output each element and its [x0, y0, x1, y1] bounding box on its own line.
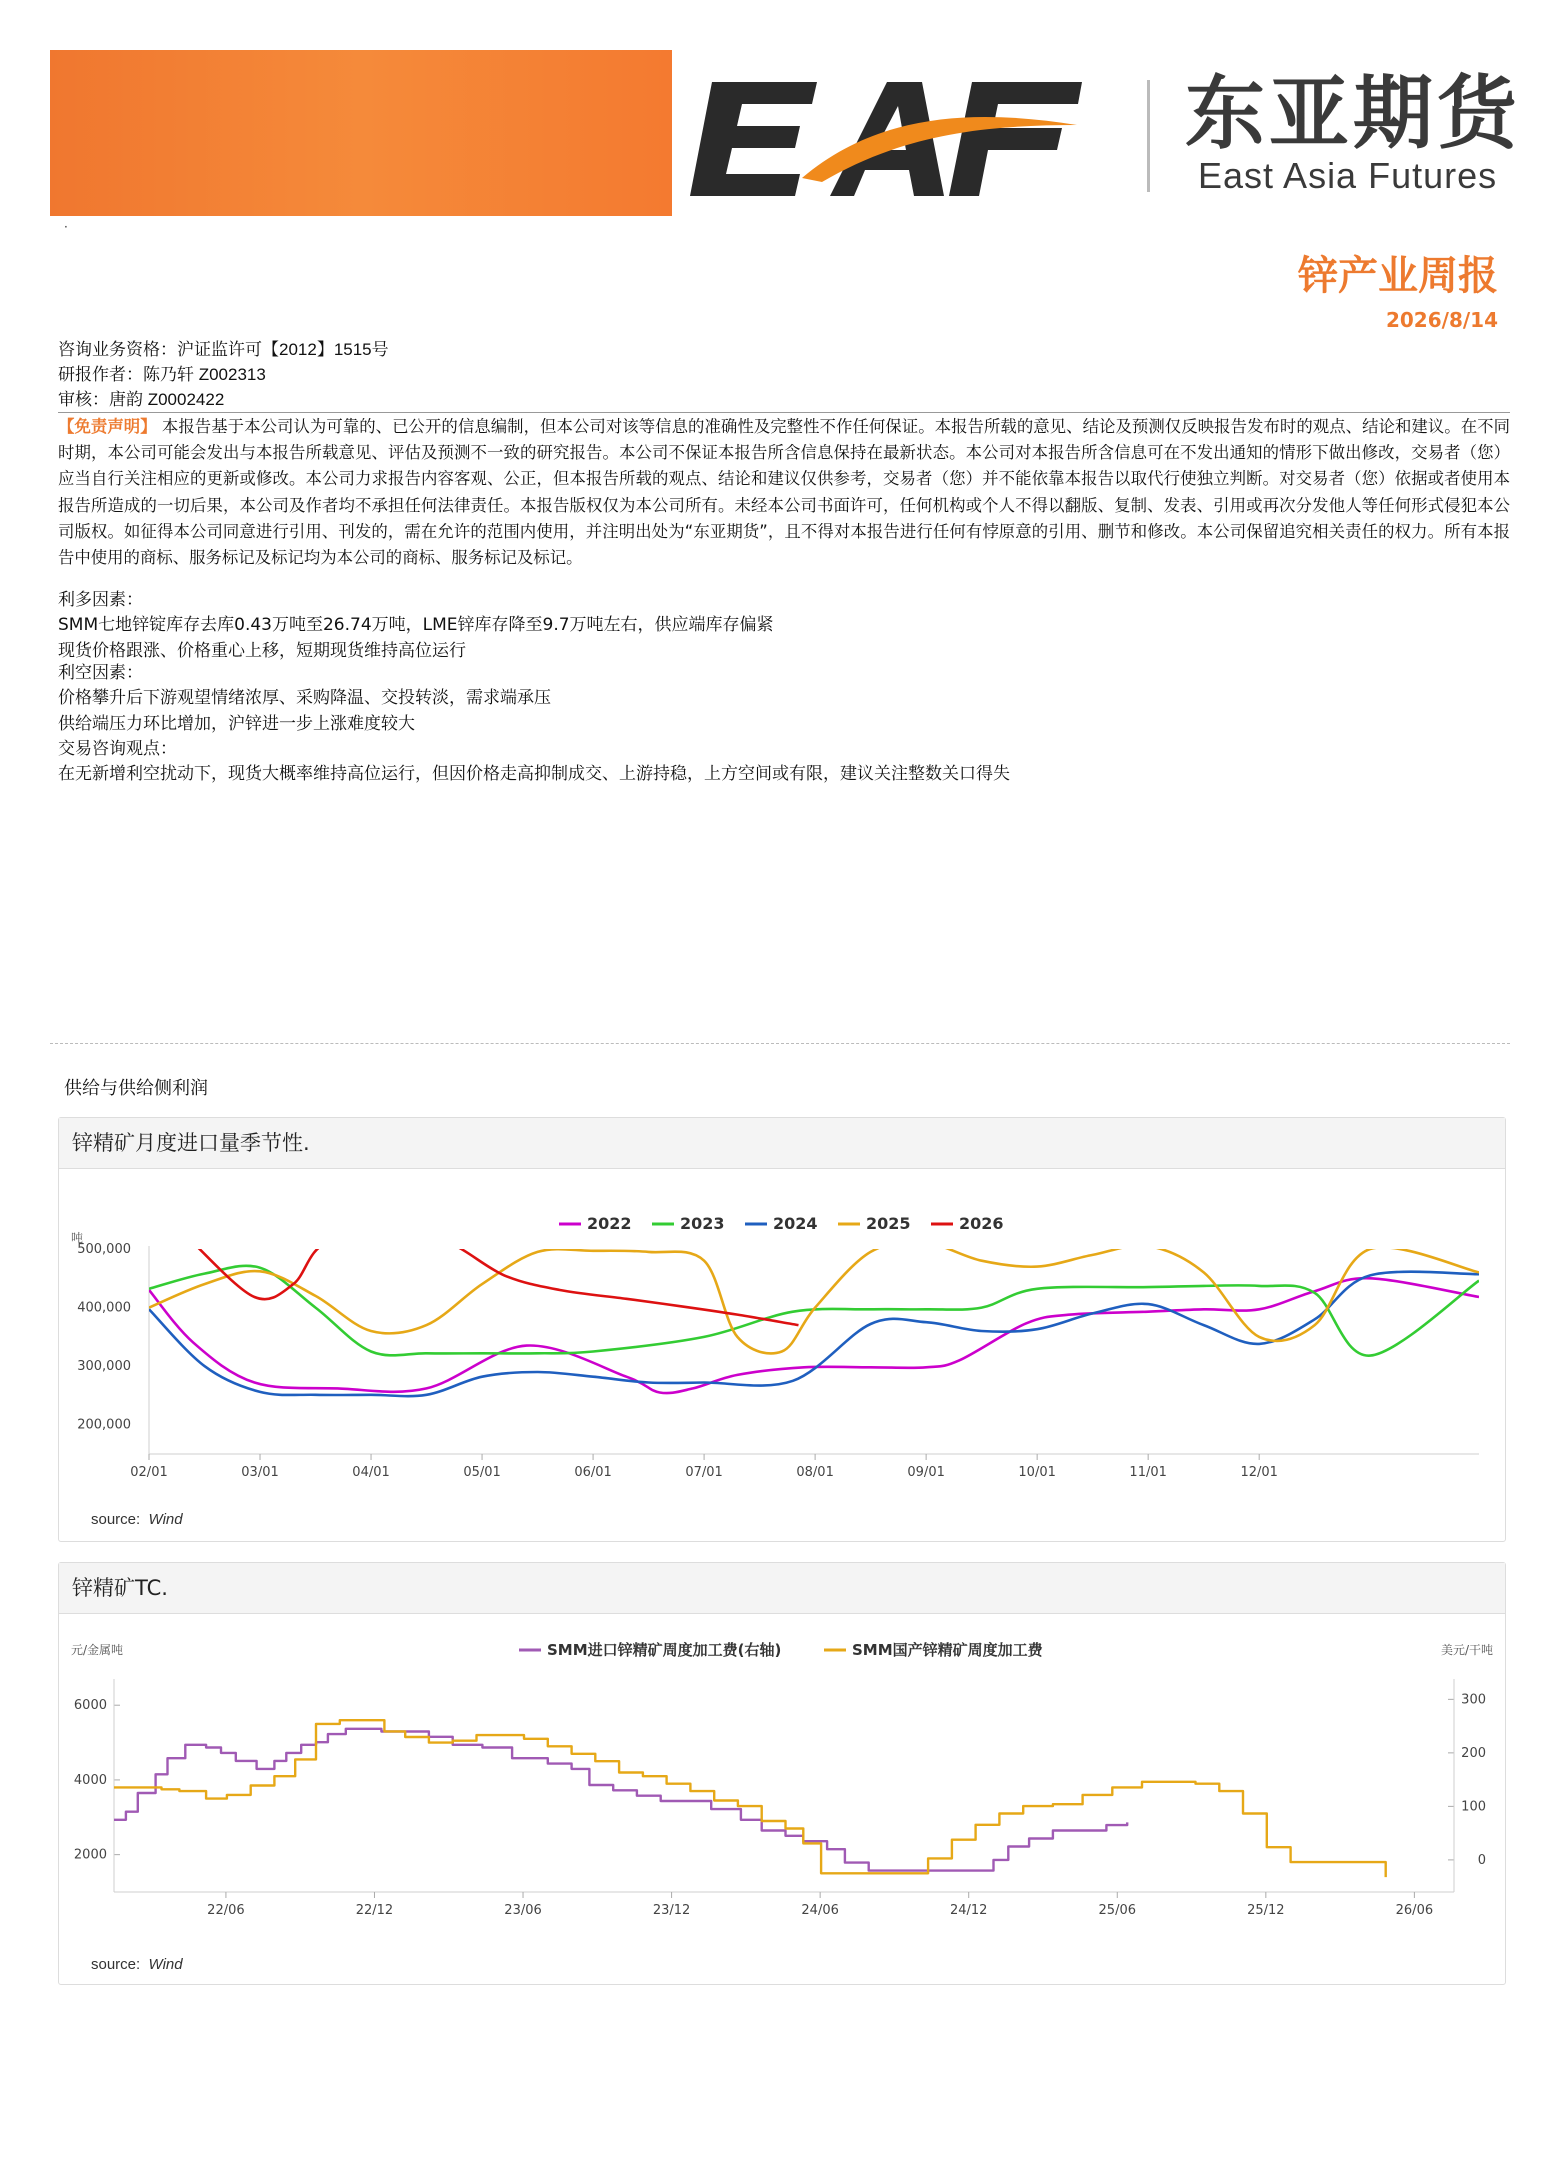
y2-axis-label: 美元/干吨 [1440, 1643, 1493, 1657]
y-tick-label: 500,000 [77, 1242, 131, 1257]
x-tick-label: 09/01 [907, 1465, 945, 1480]
author-line: 研报作者：陈乃轩 Z002313 [58, 365, 266, 384]
view-item-1: 在无新增利空扰动下，现货大概率维持高位运行，但因价格走高抑制成交、上游持稳，上方空间或有限，建议关注整数关口得失 [58, 764, 1010, 784]
x-tick-label: 06/01 [574, 1465, 612, 1480]
source-value: Wind [148, 1511, 183, 1528]
eaf-logo-icon [682, 70, 1102, 200]
brand-name-cn: 东亚期货 [1185, 67, 1521, 160]
y-tick-label: 2000 [73, 1847, 107, 1863]
x-tick-label: 24/12 [949, 1903, 988, 1918]
chart-panel-tc [58, 1562, 1506, 1985]
legend-label: 2026 [959, 1214, 1004, 1233]
series-group [114, 1720, 1386, 1877]
series-group [149, 1240, 1479, 1396]
legend-label: SMM进口锌精矿周度加工费(右轴) [547, 1641, 782, 1659]
legend-label: 2025 [866, 1214, 911, 1233]
chart-tc [59, 1614, 1505, 1936]
report-title: 锌产业周报 [1298, 253, 1498, 299]
source-label: source: [91, 1511, 141, 1528]
chart-panel-import [58, 1117, 1506, 1542]
bear-title: 利空因素： [58, 663, 143, 683]
legend-label: SMM国产锌精矿周度加工费 [852, 1641, 1043, 1659]
x-tick-label: 12/01 [1240, 1465, 1278, 1480]
disclaimer-block [58, 414, 1510, 571]
section-divider [50, 1043, 1510, 1044]
x-tick-label: 04/01 [352, 1465, 390, 1480]
view-title: 交易咨询观点： [58, 739, 177, 759]
y-tick-label: 400,000 [77, 1300, 131, 1316]
bear-item-1: 价格攀升后下游观望情绪浓厚、采购降温、交投转淡，需求端承压 [58, 688, 551, 708]
x-tick-label: 05/01 [463, 1465, 501, 1480]
y-tick-label: 200,000 [77, 1417, 131, 1433]
x-tick-label: 23/12 [652, 1903, 691, 1918]
logo-divider [1147, 80, 1150, 192]
chart-source [91, 1511, 183, 1528]
brand-name-en: East Asia Futures [1198, 155, 1498, 196]
qualification-line: 咨询业务资格：沪证监许可【2012】1515号 [58, 340, 389, 359]
y2-tick-label: 100 [1461, 1799, 1486, 1815]
y2-tick-label: 300 [1461, 1692, 1486, 1708]
bull-item-1: SMM七地锌锭库存去库0.43万吨至26.74万吨，LME锌库存降至9.7万吨左右，供应端库存偏紧 [58, 615, 774, 635]
disclaimer-text: 本报告基于本公司认为可靠的、已公开的信息编制，但本公司对该等信息的准确性及完整性不作任何保证。本报告所载的意见、结论及预测仅反映报告发布时的观点、结论和建议。在不同时期，本公司可能会发出与本报告所载意见、评估及预测不一致的研究报告。本公司不保证本报告所含信息保持在最新状态。本公司对本报告所含信息可在不发出通知的情形下做出修改，交易者（您）应当自行关注相应的更新或修改。本公司力求报告内容客观、公正，但本报告所载的观点、结论和建议仅供参考，交易者（您）并不能依靠本报告以取代行使独立判断。对交易者（您）依据或者使用本报告所造成的一切后果，本公司及作者均不承担任何法律责任。本报告版权仅为本公司所有。未经本公司书面许可，任何机构或个人不得以翻版、复制、发表、引用或再次分发他人等任何形式侵犯本公司版权。如征得本公司同意进行引用、刊发的，需在允许的范围内使用，并注明出处为“东亚期货”，且不得对本报告进行任何有悖原意的引用、删节和修改。本公司保留追究相关责任的权力。所有本报告中使用的商标、服务标记及标记均为本公司的商标、服务标记及标记。 [58, 417, 1511, 568]
source-label: source: [91, 1956, 141, 1973]
report-date: 2026/8/14 [1385, 308, 1498, 332]
x-tick-label: 11/01 [1129, 1465, 1167, 1480]
chart-import-seasonal [59, 1169, 1505, 1491]
x-tick-label: 22/12 [355, 1903, 394, 1918]
chart-title: 锌精矿月度进口量季节性. [59, 1118, 1505, 1169]
y2-tick-label: 0 [1477, 1852, 1486, 1868]
disclaimer-rule [58, 412, 1510, 413]
bear-item-2: 供给端压力环比增加，沪锌进一步上涨难度较大 [58, 714, 415, 734]
x-tick-label: 24/06 [801, 1903, 839, 1918]
section-title: 供给与供给侧利润 [64, 1078, 208, 1099]
y-tick-label: 300,000 [77, 1359, 131, 1375]
legend-label: 2023 [680, 1214, 725, 1233]
legend-label: 2022 [587, 1214, 632, 1233]
series-line [114, 1729, 1127, 1871]
series-line-2024 [149, 1272, 1479, 1396]
y-axis-label: 吨 [71, 1231, 84, 1245]
bull-item-2: 现货价格跟涨、价格重心上移，短期现货维持高位运行 [58, 641, 466, 661]
header-banner [50, 50, 672, 216]
x-tick-label: 10/01 [1018, 1465, 1056, 1480]
x-tick-label: 25/12 [1247, 1903, 1285, 1918]
x-tick-label: 02/01 [130, 1465, 168, 1480]
x-tick-label: 26/06 [1395, 1903, 1434, 1918]
header-dot: · [64, 220, 68, 234]
legend-label: 2024 [773, 1214, 818, 1233]
reviewer-line: 审核：唐韵 Z0002422 [58, 390, 225, 409]
bull-title: 利多因素： [58, 590, 143, 610]
x-tick-label: 22/06 [207, 1903, 245, 1918]
chart-source [91, 1956, 183, 1973]
y-tick-label: 4000 [73, 1772, 107, 1788]
chart-title: 锌精矿TC. [59, 1563, 1505, 1614]
x-tick-label: 03/01 [241, 1465, 279, 1480]
y-tick-label: 6000 [73, 1698, 107, 1714]
x-tick-label: 25/06 [1098, 1903, 1137, 1918]
y2-tick-label: 200 [1461, 1745, 1486, 1761]
x-tick-label: 23/06 [504, 1903, 542, 1918]
y-axis-label: 元/金属吨 [71, 1643, 124, 1657]
x-tick-label: 08/01 [796, 1465, 834, 1480]
x-tick-label: 07/01 [685, 1465, 723, 1480]
disclaimer-tag: 【免责声明】 [58, 417, 157, 436]
source-value: Wind [148, 1956, 183, 1973]
